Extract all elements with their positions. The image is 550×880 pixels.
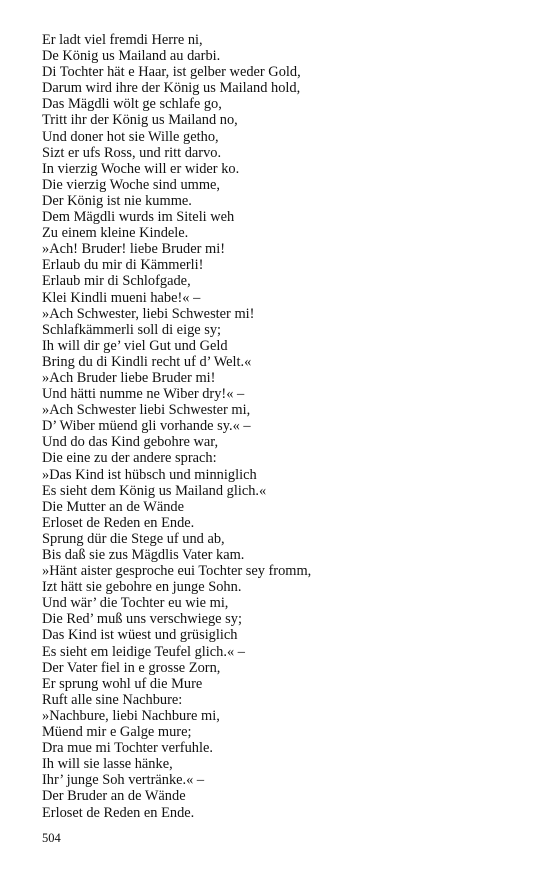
verse-text xyxy=(42,32,522,821)
verse-line: Dra mue mi Tochter verfuhle. xyxy=(42,740,213,757)
verse-line: Ih will dir ge’ viel Gut und Geld xyxy=(42,337,228,354)
verse-line: »Nachbure, liebi Nachbure mi, xyxy=(42,707,220,724)
verse-line: Dem Mägdli wurds im Siteli weh xyxy=(42,209,235,226)
verse-line: Klei Kindli mueni habe!« – xyxy=(42,289,201,306)
verse-line: D’ Wiber müend gli vorhande sy.« – xyxy=(42,418,251,435)
verse-line: Zu einem kleine Kindele. xyxy=(42,225,189,242)
verse-line: »Ach Schwester liebi Schwester mi, xyxy=(42,402,251,419)
verse-line: Ih will sie lasse hänke, xyxy=(42,756,173,773)
verse-line: Die Red’ muß uns verschwiege sy; xyxy=(42,611,242,628)
verse-line: Das Kind ist wüest und grüsiglich xyxy=(42,627,238,644)
verse-line: »Hänt aister gesproche eui Tochter sey fromm, xyxy=(42,563,312,580)
verse-line: Müend mir e Galge mure; xyxy=(42,724,192,741)
page-number: 504 xyxy=(42,831,61,845)
verse-line: Er sprung wohl uf die Mure xyxy=(42,675,203,692)
verse-line: »Ach! Bruder! liebe Bruder mi! xyxy=(42,241,226,258)
verse-line: »Ach Schwester, liebi Schwester mi! xyxy=(42,305,255,322)
verse-line: Izt hätt sie gebohre en junge Sohn. xyxy=(42,579,242,596)
verse-line: Die vierzig Woche sind umme, xyxy=(42,176,221,193)
verse-line: Der Bruder an de Wände xyxy=(42,788,186,805)
verse-line: Er ladt viel fremdi Herre ni, xyxy=(42,32,203,48)
page-body xyxy=(42,32,522,821)
verse-line: Und doner hot sie Wille getho, xyxy=(42,128,219,145)
verse-line: Es sieht dem König us Mailand glich.« xyxy=(42,482,267,499)
verse-line: Erlaub mir di Schlofgade, xyxy=(42,273,191,290)
verse-line: In vierzig Woche will er wider ko. xyxy=(42,160,240,177)
verse-line: Und hätti numme ne Wiber dry!« – xyxy=(42,386,245,403)
verse-line: Darum wird ihre der König us Mailand hold, xyxy=(42,80,301,97)
verse-line: Sizt er ufs Ross, und ritt darvo. xyxy=(42,144,222,161)
verse-line: Sprung dür die Stege uf und ab, xyxy=(42,530,225,547)
verse-line: Erloset de Reden en Ende. xyxy=(42,514,195,531)
verse-line: Es sieht em leidige Teufel glich.« – xyxy=(42,643,245,660)
verse-line: Erloset de Reden en Ende. xyxy=(42,804,195,821)
verse-line: Und wär’ die Tochter eu wie mi, xyxy=(42,595,229,612)
verse-line: Der Vater fiel in e grosse Zorn, xyxy=(42,659,221,676)
verse-line: Ihr’ junge Soh vertränke.« – xyxy=(42,772,205,789)
verse-line: Tritt ihr der König us Mailand no, xyxy=(42,112,238,129)
verse-line: Das Mägdli wölt ge schlafe go, xyxy=(42,96,222,113)
verse-line: Der König ist nie kumme. xyxy=(42,192,192,209)
verse-line: Die Mutter an de Wände xyxy=(42,498,184,515)
verse-line: Di Tochter hät e Haar, ist gelber weder Gold, xyxy=(42,64,301,81)
verse-line: Die eine zu der andere sprach: xyxy=(42,450,217,467)
verse-line: »Ach Bruder liebe Bruder mi! xyxy=(42,369,216,386)
verse-line: Erlaub du mir di Kämmerli! xyxy=(42,257,204,274)
verse-line: Ruft alle sine Nachbure: xyxy=(42,691,183,708)
verse-line: Bis daß sie zus Mägdlis Vater kam. xyxy=(42,547,245,563)
verse-line: Schlafkämmerli soll di eige sy; xyxy=(42,321,222,338)
verse-line: Und do das Kind gebohre war, xyxy=(42,434,219,451)
verse-line: »Das Kind ist hübsch und minniglich xyxy=(42,466,257,483)
verse-line: De König us Mailand au darbi. xyxy=(42,48,221,65)
verse-line: Bring du di Kindli recht uf d’ Welt.« xyxy=(42,353,252,370)
